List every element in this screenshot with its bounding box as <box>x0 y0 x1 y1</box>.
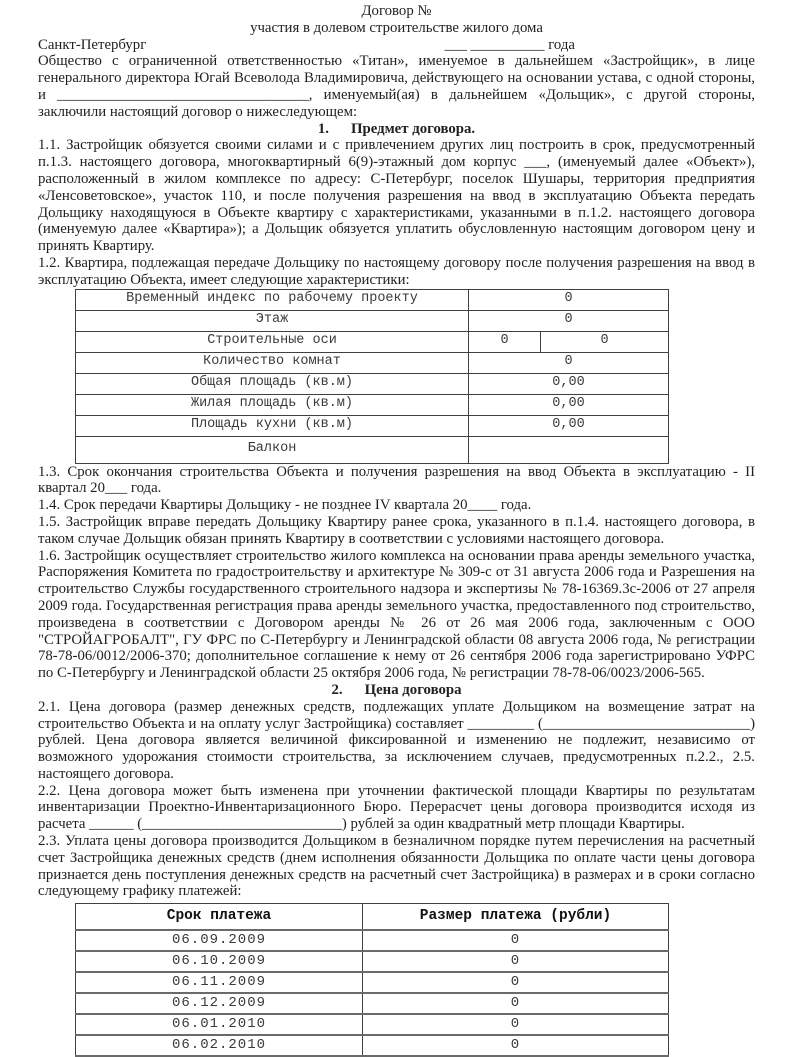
clause-2-1: 2.1. Цена договора (размер денежных средств, подлежащих уплате Дольщиком на возмещение затрат на строительство Объекта и на оплату услуг Застройщика) составляет _________ (____________________________) рублей. Цена договора является величиной фиксированной и изменению не подлежит, независимо от возможного удорожания стоимости строительства, за исключением случаев, предусмотренных п.2.2., 2.5. настоящего договора. <box>38 698 755 782</box>
char-value-axis-b: 0 <box>541 331 669 352</box>
payment-date: 06.02.2010 <box>76 1035 363 1056</box>
payment-date: 06.01.2010 <box>76 1014 363 1035</box>
table-row <box>76 1014 669 1035</box>
table-row <box>76 436 669 463</box>
clause-1-2: 1.2. Квартира, подлежащая передаче Дольщику по настоящему договору после получения разрешения на ввод в эксплуатацию Объекта, имеет следующие характеристики: <box>38 254 755 288</box>
char-value: 0,00 <box>469 415 669 436</box>
char-value: 0,00 <box>469 373 669 394</box>
table-row <box>76 394 669 415</box>
payment-date: 06.12.2009 <box>76 993 363 1014</box>
payment-term-header: Срок платежа <box>76 904 363 931</box>
table-row <box>76 331 669 352</box>
clause-1-5: 1.5. Застройщик вправе передать Дольщику Квартиру ранее срока, указанного в п.1.4. настоящего договора, в таком случае Дольщик обязан принять Квартиру в соответствии с условиями настоящего договора. <box>38 513 755 547</box>
date-blank: ___ __________ года <box>444 36 575 53</box>
payment-amount: 0 <box>363 972 669 993</box>
char-value-axis-a: 0 <box>469 331 541 352</box>
section-1-number: 1. <box>317 120 329 137</box>
char-label: Балкон <box>76 436 469 463</box>
section-2-number: 2. <box>331 681 343 698</box>
char-label: Количество комнат <box>76 352 469 373</box>
payment-amount: 0 <box>363 930 669 951</box>
char-label: Жилая площадь (кв.м) <box>76 394 469 415</box>
char-label: Общая площадь (кв.м) <box>76 373 469 394</box>
city-label: Санкт-Петербург <box>38 36 147 53</box>
table-row <box>76 352 669 373</box>
payment-amount: 0 <box>363 1014 669 1035</box>
section-2-heading <box>38 682 755 699</box>
table-row <box>76 930 669 951</box>
char-value: 0,00 <box>469 394 669 415</box>
document-title: Договор № <box>361 3 432 19</box>
char-value: 0 <box>469 352 669 373</box>
section-2-title: Цена договора <box>364 681 462 698</box>
char-value <box>469 436 669 463</box>
payment-schedule-table <box>75 903 669 1057</box>
payment-amount: 0 <box>363 993 669 1014</box>
table-row <box>76 310 669 331</box>
table-row <box>76 373 669 394</box>
char-label: Временный индекс по рабочему проекту <box>76 289 469 310</box>
payment-amount-header: Размер платежа (рубли) <box>363 904 669 931</box>
table-header-row <box>76 904 669 931</box>
clause-2-2: 2.2. Цена договора может быть изменена при уточнении фактической площади Квартиры по результатам инвентаризации Проектно-Инвентаризационного Бюро. Перерасчет цены договора производится исходя из расчета ______ (___________________________) рублей за один квадратный метр площади Квартиры. <box>38 782 755 833</box>
payment-date: 06.09.2009 <box>76 930 363 951</box>
clause-1-4: 1.4. Срок передачи Квартиры Дольщику - не позднее IV квартала 20____ года. <box>38 497 532 514</box>
table-row <box>76 951 669 972</box>
char-value: 0 <box>469 289 669 310</box>
char-label: Строительные оси <box>76 331 469 352</box>
payment-date: 06.10.2009 <box>76 951 363 972</box>
table-row <box>76 289 669 310</box>
clause-1-1: 1.1. Застройщик обязуется своими силами и с привлечением других лиц построить в срок, предусмотренный п.1.3. настоящего договора, многоквартирный 6(9)-этажный дом корпус ___, (именуемый далее «Объект»), расположенный в жилом комплексе по адресу: С-Петербург, поселок Шушары, территория предприятия «Ленсоветовское», участок 110, и после получения разрешения на ввод в эксплуатацию Объекта передать Дольщику находящуюся в Объекте квартиру с характеристиками, указанными в п.1.2. настоящего договора (именуемую далее «Квартира»); а Дольщик обязуется уплатить обусловленную настоящим договором цену и принять Квартиру. <box>38 137 755 255</box>
char-label: Этаж <box>76 310 469 331</box>
intro-paragraph: Общество с ограниченной ответственностью «Титан», именуемое в дальнейшем «Застройщик», в лице генерального директора Югай Всеволода Владимировича, действующего на основании устава, с одной стороны, и __________________________________, именуемый(ая) в дальнейшем «Дольщик», с другой стороны, заключили настоящий договор о нижеследующем: <box>38 53 755 120</box>
clause-2-3: 2.3. Уплата цены договора производится Дольщиком в безналичном порядке путем перечисления на расчетный счет Застройщика денежных средств (днем исполнения обязанности Дольщика по оплате части цены договора признается день поступления денежных средств на расчетный счет Застройщика) в размерах и в сроки согласно следующему графику платежей: <box>38 833 755 900</box>
apartment-characteristics-table <box>75 289 669 464</box>
city-date-row <box>38 37 755 54</box>
payment-date: 06.11.2009 <box>76 972 363 993</box>
payment-amount: 0 <box>363 951 669 972</box>
table-row <box>76 1035 669 1056</box>
table-row <box>76 993 669 1014</box>
section-1-heading <box>38 121 755 138</box>
clause-1-3: 1.3. Срок окончания строительства Объекта и получения разрешения на ввод Объекта в эксплуатацию - II квартал 20___ года. <box>38 463 755 497</box>
table-row <box>76 972 669 993</box>
char-value: 0 <box>469 310 669 331</box>
table-row <box>76 415 669 436</box>
char-label: Площадь кухни (кв.м) <box>76 415 469 436</box>
document-subtitle: участия в долевом строительстве жилого дома <box>250 19 543 36</box>
payment-amount: 0 <box>363 1035 669 1056</box>
section-1-title: Предмет договора. <box>351 120 476 137</box>
clause-1-6: 1.6. Застройщик осуществляет строительство жилого комплекса на основании права аренды земельного участка, Распоряжения Комитета по градостроительству и архитектуре № 309-с от 31 августа 2006 года и Разрешения на строительство Службы государственного строительного надзора и экспертизы № 78-16369.3с-2006 от 27 апреля 2009 года. Государственная регистрация права аренды земельного участка, предоставленного под строительство, произведена в соответствии с Договором аренды № 26 от 26 мая 2006 года, заключенным с ООО "СТРОЙАГРОБАЛТ", ГУ ФРС по С-Петербургу и Ленинградской области 08 августа 2006 года, № регистрации 78-78-06/0012/2006-370; дополнительное соглашение к нему от 26 сентября 2006 года зарегистрировано УФРС по С-Петербургу и Ленинградской области 25 октября 2006 года, № регистрации 78-78-06/0023/2006-565. <box>38 547 755 682</box>
